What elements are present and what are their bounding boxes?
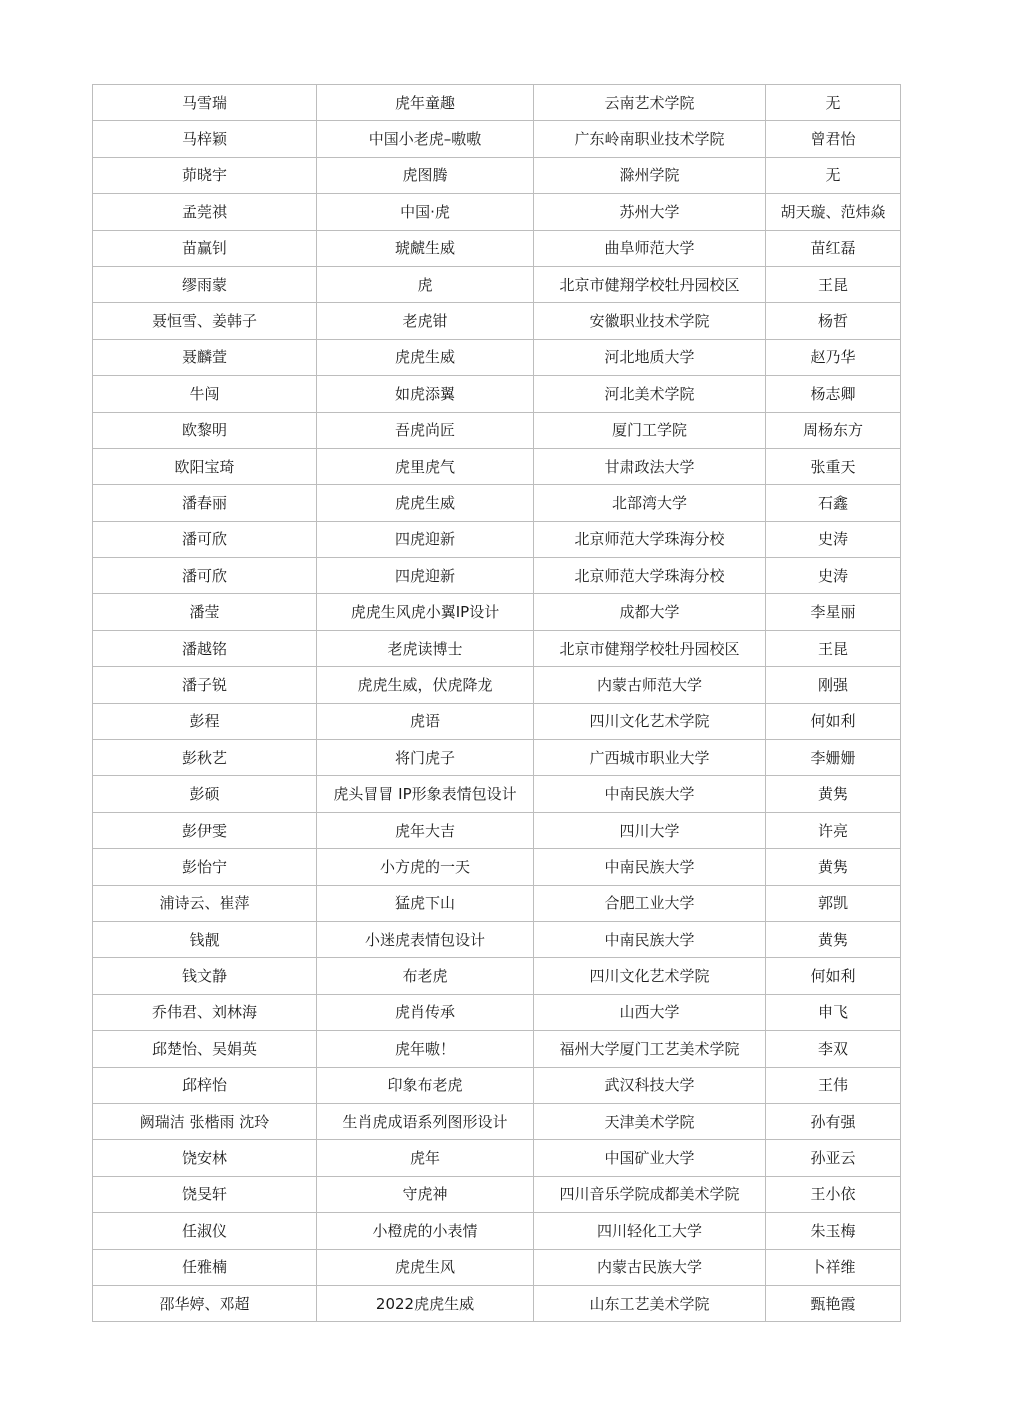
author-cell: 钱靓 <box>93 921 317 957</box>
table-row <box>93 266 901 302</box>
table-row <box>93 303 901 339</box>
table-row <box>93 1103 901 1139</box>
school-cell: 河北美术学院 <box>534 376 766 412</box>
advisor-cell: 甄艳霞 <box>766 1285 901 1321</box>
table-row <box>93 230 901 266</box>
school-cell: 中南民族大学 <box>534 776 766 812</box>
school-cell: 合肥工业大学 <box>534 885 766 921</box>
table-row <box>93 157 901 193</box>
award-list-table <box>92 84 901 1322</box>
author-cell: 茆晓宇 <box>93 157 317 193</box>
school-cell: 安徽职业技术学院 <box>534 303 766 339</box>
advisor-cell: 何如利 <box>766 958 901 994</box>
school-cell: 成都大学 <box>534 594 766 630</box>
advisor-cell: 郭凯 <box>766 885 901 921</box>
school-cell: 天津美术学院 <box>534 1103 766 1139</box>
table-body <box>93 85 901 1322</box>
school-cell: 北京市健翔学校牡丹园校区 <box>534 266 766 302</box>
work-title-cell: 虎虎生风虎小翼IP设计 <box>317 594 534 630</box>
author-cell: 孟莞祺 <box>93 194 317 230</box>
school-cell: 甘肃政法大学 <box>534 448 766 484</box>
school-cell: 北部湾大学 <box>534 485 766 521</box>
work-title-cell: 虎虎生威 <box>317 339 534 375</box>
table-row <box>93 776 901 812</box>
author-cell: 潘春丽 <box>93 485 317 521</box>
school-cell: 中南民族大学 <box>534 921 766 957</box>
school-cell: 内蒙古师范大学 <box>534 667 766 703</box>
school-cell: 北京师范大学珠海分校 <box>534 558 766 594</box>
author-cell: 聂麟萱 <box>93 339 317 375</box>
author-cell: 任淑仪 <box>93 1213 317 1249</box>
work-title-cell: 小迷虎表情包设计 <box>317 921 534 957</box>
advisor-cell: 李星丽 <box>766 594 901 630</box>
author-cell: 彭硕 <box>93 776 317 812</box>
advisor-cell: 黄隽 <box>766 849 901 885</box>
work-title-cell: 猛虎下山 <box>317 885 534 921</box>
advisor-cell: 许亮 <box>766 812 901 848</box>
table-row <box>93 1176 901 1212</box>
author-cell: 牛闯 <box>93 376 317 412</box>
advisor-cell: 李姗姗 <box>766 740 901 776</box>
school-cell: 滁州学院 <box>534 157 766 193</box>
table-row <box>93 339 901 375</box>
advisor-cell: 刚强 <box>766 667 901 703</box>
school-cell: 曲阜师范大学 <box>534 230 766 266</box>
school-cell: 广东岭南职业技术学院 <box>534 121 766 157</box>
table-row <box>93 376 901 412</box>
author-cell: 任雅楠 <box>93 1249 317 1285</box>
table-row <box>93 1067 901 1103</box>
work-title-cell: 虎语 <box>317 703 534 739</box>
table-row <box>93 412 901 448</box>
table-row <box>93 1213 901 1249</box>
work-title-cell: 虎图腾 <box>317 157 534 193</box>
work-title-cell: 生肖虎成语系列图形设计 <box>317 1103 534 1139</box>
work-title-cell: 如虎添翼 <box>317 376 534 412</box>
table-row <box>93 194 901 230</box>
school-cell: 中国矿业大学 <box>534 1140 766 1176</box>
advisor-cell: 无 <box>766 157 901 193</box>
school-cell: 武汉科技大学 <box>534 1067 766 1103</box>
advisor-cell: 杨志卿 <box>766 376 901 412</box>
work-title-cell: 琥虤生威 <box>317 230 534 266</box>
school-cell: 苏州大学 <box>534 194 766 230</box>
table-row <box>93 448 901 484</box>
school-cell: 厦门工学院 <box>534 412 766 448</box>
work-title-cell: 将门虎子 <box>317 740 534 776</box>
author-cell: 潘可欣 <box>93 521 317 557</box>
author-cell: 饶安林 <box>93 1140 317 1176</box>
author-cell: 潘越铭 <box>93 630 317 666</box>
work-title-cell: 虎里虎气 <box>317 448 534 484</box>
author-cell: 邱梓怡 <box>93 1067 317 1103</box>
table-row <box>93 1249 901 1285</box>
advisor-cell: 黄隽 <box>766 776 901 812</box>
work-title-cell: 守虎神 <box>317 1176 534 1212</box>
author-cell: 彭秋艺 <box>93 740 317 776</box>
table-row <box>93 703 901 739</box>
work-title-cell: 中国·虎 <box>317 194 534 230</box>
advisor-cell: 史涛 <box>766 558 901 594</box>
advisor-cell: 李双 <box>766 1031 901 1067</box>
school-cell: 山东工艺美术学院 <box>534 1285 766 1321</box>
advisor-cell: 王小依 <box>766 1176 901 1212</box>
school-cell: 广西城市职业大学 <box>534 740 766 776</box>
author-cell: 潘可欣 <box>93 558 317 594</box>
school-cell: 福州大学厦门工艺美术学院 <box>534 1031 766 1067</box>
work-title-cell: 虎年嗷！ <box>317 1031 534 1067</box>
work-title-cell: 四虎迎新 <box>317 521 534 557</box>
work-title-cell: 老虎钳 <box>317 303 534 339</box>
school-cell: 北京市健翔学校牡丹园校区 <box>534 630 766 666</box>
advisor-cell: 胡天璇、范炜焱 <box>766 194 901 230</box>
table-row <box>93 630 901 666</box>
table-row <box>93 1285 901 1321</box>
advisor-cell: 王昆 <box>766 630 901 666</box>
table-row <box>93 1031 901 1067</box>
table-row <box>93 849 901 885</box>
author-cell: 彭程 <box>93 703 317 739</box>
work-title-cell: 2022虎虎生威 <box>317 1285 534 1321</box>
advisor-cell: 杨哲 <box>766 303 901 339</box>
table-row <box>93 885 901 921</box>
school-cell: 四川文化艺术学院 <box>534 703 766 739</box>
author-cell: 聂恒雪、姜韩子 <box>93 303 317 339</box>
school-cell: 河北地质大学 <box>534 339 766 375</box>
author-cell: 苗赢钊 <box>93 230 317 266</box>
advisor-cell: 史涛 <box>766 521 901 557</box>
author-cell: 潘莹 <box>93 594 317 630</box>
advisor-cell: 朱玉梅 <box>766 1213 901 1249</box>
work-title-cell: 虎虎生威 <box>317 485 534 521</box>
author-cell: 欧阳宝琦 <box>93 448 317 484</box>
table-row <box>93 740 901 776</box>
table-row <box>93 594 901 630</box>
advisor-cell: 王昆 <box>766 266 901 302</box>
school-cell: 四川音乐学院成都美术学院 <box>534 1176 766 1212</box>
advisor-cell: 卜祥维 <box>766 1249 901 1285</box>
work-title-cell: 虎年童趣 <box>317 85 534 121</box>
work-title-cell: 小橙虎的小表情 <box>317 1213 534 1249</box>
school-cell: 四川文化艺术学院 <box>534 958 766 994</box>
author-cell: 缪雨蒙 <box>93 266 317 302</box>
author-cell: 马梓颖 <box>93 121 317 157</box>
work-title-cell: 小方虎的一天 <box>317 849 534 885</box>
author-cell: 彭怡宁 <box>93 849 317 885</box>
work-title-cell: 吾虎尚匠 <box>317 412 534 448</box>
work-title-cell: 虎 <box>317 266 534 302</box>
author-cell: 邵华婷、邓超 <box>93 1285 317 1321</box>
advisor-cell: 申飞 <box>766 994 901 1030</box>
advisor-cell: 黄隽 <box>766 921 901 957</box>
school-cell: 内蒙古民族大学 <box>534 1249 766 1285</box>
advisor-cell: 曾君怡 <box>766 121 901 157</box>
work-title-cell: 虎头冒冒 IP形象表情包设计 <box>317 776 534 812</box>
table-row <box>93 558 901 594</box>
school-cell: 四川大学 <box>534 812 766 848</box>
advisor-cell: 王伟 <box>766 1067 901 1103</box>
work-title-cell: 中国小老虎–嗷嗷 <box>317 121 534 157</box>
advisor-cell: 张重天 <box>766 448 901 484</box>
table-row <box>93 958 901 994</box>
author-cell: 邱楚怡、吴娟英 <box>93 1031 317 1067</box>
table-row <box>93 994 901 1030</box>
work-title-cell: 虎年 <box>317 1140 534 1176</box>
work-title-cell: 布老虎 <box>317 958 534 994</box>
author-cell: 彭伊雯 <box>93 812 317 848</box>
advisor-cell: 孙亚云 <box>766 1140 901 1176</box>
work-title-cell: 印象布老虎 <box>317 1067 534 1103</box>
advisor-cell: 何如利 <box>766 703 901 739</box>
table-row <box>93 921 901 957</box>
table-row <box>93 121 901 157</box>
school-cell: 四川轻化工大学 <box>534 1213 766 1249</box>
work-title-cell: 虎肖传承 <box>317 994 534 1030</box>
school-cell: 中南民族大学 <box>534 849 766 885</box>
work-title-cell: 虎年大吉 <box>317 812 534 848</box>
table-row <box>93 1140 901 1176</box>
author-cell: 乔伟君、刘林海 <box>93 994 317 1030</box>
author-cell: 马雪瑞 <box>93 85 317 121</box>
author-cell: 浦诗云、崔萍 <box>93 885 317 921</box>
author-cell: 饶旻轩 <box>93 1176 317 1212</box>
work-title-cell: 虎虎生威，伏虎降龙 <box>317 667 534 703</box>
table-row <box>93 667 901 703</box>
author-cell: 潘子锐 <box>93 667 317 703</box>
advisor-cell: 石鑫 <box>766 485 901 521</box>
advisor-cell: 孙有强 <box>766 1103 901 1139</box>
author-cell: 阙瑞洁 张楷雨 沈玲 <box>93 1103 317 1139</box>
author-cell: 钱文静 <box>93 958 317 994</box>
table-row <box>93 85 901 121</box>
table-row <box>93 485 901 521</box>
school-cell: 云南艺术学院 <box>534 85 766 121</box>
advisor-cell: 无 <box>766 85 901 121</box>
advisor-cell: 赵乃华 <box>766 339 901 375</box>
work-title-cell: 虎虎生风 <box>317 1249 534 1285</box>
advisor-cell: 周杨东方 <box>766 412 901 448</box>
advisor-cell: 苗红磊 <box>766 230 901 266</box>
school-cell: 山西大学 <box>534 994 766 1030</box>
work-title-cell: 老虎读博士 <box>317 630 534 666</box>
work-title-cell: 四虎迎新 <box>317 558 534 594</box>
table-row <box>93 812 901 848</box>
author-cell: 欧黎明 <box>93 412 317 448</box>
school-cell: 北京师范大学珠海分校 <box>534 521 766 557</box>
table-row <box>93 521 901 557</box>
